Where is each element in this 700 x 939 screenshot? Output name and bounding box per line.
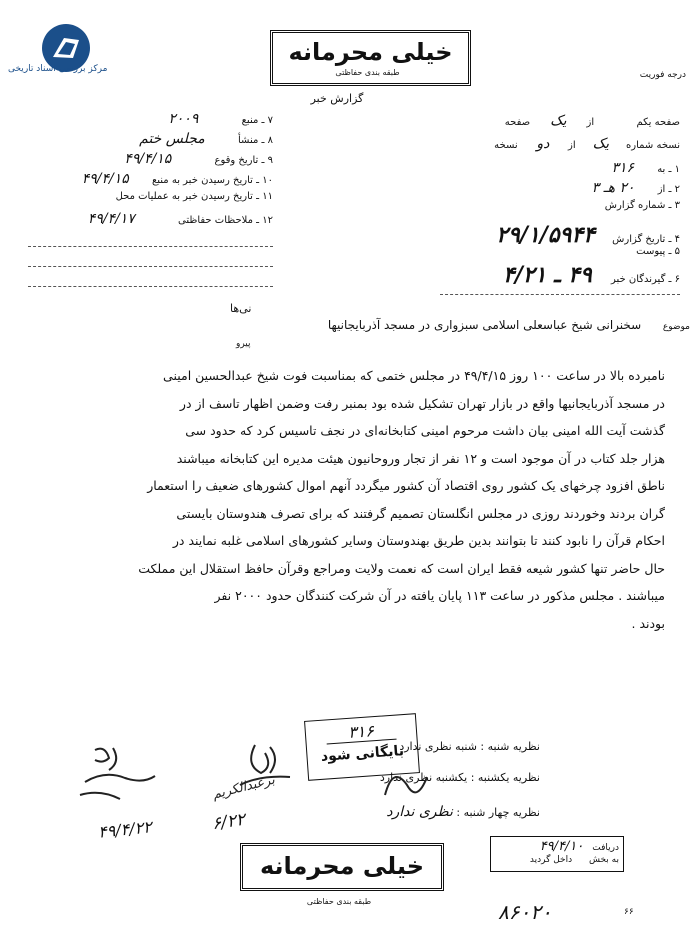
subject-label: موضوع (662, 322, 690, 332)
subject-correction: نی‌ها (230, 302, 252, 315)
copy-label: نسخه شماره (626, 140, 680, 151)
field-source-value: ۲۰۰۹ (168, 111, 199, 127)
classification-stamp-top: خیلی محرمانه (270, 30, 471, 86)
field-report-date-value: ۲۹/۱/۵۹۴۴ (496, 222, 595, 248)
page-of-value: یک (550, 113, 567, 129)
field-origin: ۸ ـ منشأ مجلس ختم (139, 131, 273, 147)
handwritten-mark (375, 755, 435, 819)
page-count-field (505, 113, 680, 129)
copy-number-field (494, 136, 680, 152)
archive-number: ۸۶۰۲۰ (498, 900, 552, 924)
field-report-date: ۴ ـ تاریخ گزارش ۲۹/۱/۵۹۴۴ (496, 222, 680, 248)
field-from: ۲ ـ از ۲۰ هـ ۳ (591, 180, 680, 196)
field-recipients: ۶ ـ گیرندگان خبر ۴۹ ـ ۴/۲۱ (502, 262, 680, 288)
field-origin-value: مجلس ختم (139, 131, 205, 147)
archive-logo-text: مرکز بررسی اسناد تاریخی (8, 64, 108, 74)
body-line: ناطق افزود چرخهای یک کشور روی اقتصاد آن کشور میگردد آنهم اموال کشورهای ضعیف را استعمار (147, 478, 665, 493)
copy-from: از (568, 140, 576, 151)
page-from: از (586, 117, 595, 128)
field-to: ۱ ـ به ۳۱۶ (611, 160, 680, 176)
field-source-receipt: ۱۰ ـ تاریخ رسیدن خبر به منبع ۴۹/۴/۱۵ (81, 171, 273, 187)
body-line: در مسجد آذربایجانیها واقع در بازار تهران تشکیل شده بود بمنبر رفت وضمن اظهار تاسف از در (179, 395, 665, 411)
field-attachment: ۵ ـ پیوست (636, 246, 680, 257)
report-body (45, 366, 665, 641)
opinion-wednesday: نظریه چهار شنبه : نظری ندارد (386, 804, 540, 820)
copy-total-value: دو (536, 136, 550, 152)
divider (28, 286, 273, 287)
divider (28, 266, 273, 267)
signature-middle-text: برعبدالکریم (211, 772, 277, 803)
field-source-receipt-value: ۴۹/۴/۱۵ (81, 171, 129, 187)
classification-sub-bottom: طبقه بندی حفاظتی (306, 897, 372, 906)
receipt-stamp: دریافت ۴۹/۴/۱۰ به بخش داخل گردید (490, 836, 624, 872)
subject-followup: پیرو (236, 339, 251, 349)
copy-value: یک (592, 136, 610, 152)
field-report-number: ۳ ـ شماره گزارش (604, 200, 680, 211)
body-line: بودند . (631, 615, 665, 631)
opinion-wednesday-value: نظری ندارد (386, 804, 453, 820)
body-line: احکام قرآن را نابود کنند تا بتوانند بدین طریق بهندوستان وسایر کشورهای اسلامی غلبه نمایند در (172, 533, 665, 548)
divider (440, 294, 680, 295)
page-label: صفحه یکم (636, 117, 680, 128)
receipt-value: ۴۹/۴/۱۰ (539, 839, 584, 854)
body-line: گران بردند وخوردند روزی در مجلس انگلستان تصمیم گرفتند که برای تصرف هندوستان بایستی (176, 505, 665, 521)
body-line: گذشت آیت الله امینی بیان داشت مرحوم امینی کتابخانه‌ای در نجف تاسیس کرد که حدود سی (185, 423, 665, 438)
classification-stamp-bottom: خیلی محرمانه (240, 843, 444, 891)
priority-label: درجه فوریت (639, 70, 686, 80)
field-recipients-value: ۴۹ ـ ۴/۲۱ (502, 262, 592, 288)
field-event-date-value: ۴۹/۴/۱۵ (124, 151, 172, 167)
page-word: صفحه (504, 117, 531, 128)
field-event-date: ۹ ـ تاریخ وقوع ۴۹/۴/۱۵ (124, 151, 273, 167)
field-remarks: ۱۲ ـ ملاحظات حفاظتی ۴۹/۴/۱۷ (87, 211, 273, 227)
subject-text: سخنرانی شیخ عباسعلی اسلامی سبزواری در مسجد آذربایجانیها (327, 318, 642, 332)
body-line: حال حاضر تنها کشور شیعه فقط ایران است که نعمت ولایت ومراجع وقرآن حافظ استقلال این مملکت (138, 560, 665, 576)
signature-left-date: ۴۹/۴/۲۲ (97, 817, 153, 842)
copy-word: نسخه (494, 140, 518, 151)
opinion-saturday: نظریه شنبه : شنبه نظری ندارد (399, 740, 540, 753)
field-ops-receipt: ۱۱ ـ تاریخ رسیدن خبر به عملیات محل (115, 191, 273, 202)
subject-line (210, 318, 690, 332)
filed-stamp-number: ۳۱۶ (325, 720, 396, 745)
filed-stamp-text: بایگانی شود (320, 743, 405, 765)
classification-sub-top: طبقه بندی حفاظتی (335, 68, 400, 77)
signature-middle-date: ۶/۲۲ (210, 809, 247, 835)
body-line: میباشند . مجلس مذکور در ساعت ۱۱۳ پایان یافته در آن شرکت کنندگان حدود ۲۰۰۰ نفر (214, 588, 665, 603)
body-line: نامبرده بالا در ساعت ۱۰۰ روز ۴۹/۴/۱۵ در مجلس ختمی که بمناسبت فوت شیخ عبدالحسین امینی (163, 368, 665, 383)
report-title: گزارش خبر (310, 92, 364, 105)
divider (28, 246, 273, 247)
opinion-sunday: نظریه یکشنبه : یکشنبه نظری ندارد (379, 771, 540, 784)
body-line: هزار جلد کتاب در آن موجود است و ۱۲ نفر از تجار وروحانیون هیئت مدیره این کتابخانه میباشند (176, 450, 665, 466)
field-source: ۷ ـ منبع ۲۰۰۹ (168, 111, 273, 127)
field-from-value: ۲۰ هـ ۳ (591, 180, 635, 196)
page-number: ۶۶ (624, 907, 634, 917)
signature-left (55, 740, 165, 824)
field-to-value: ۳۱۶ (611, 160, 634, 176)
field-remarks-value: ۴۹/۴/۱۷ (87, 211, 135, 227)
